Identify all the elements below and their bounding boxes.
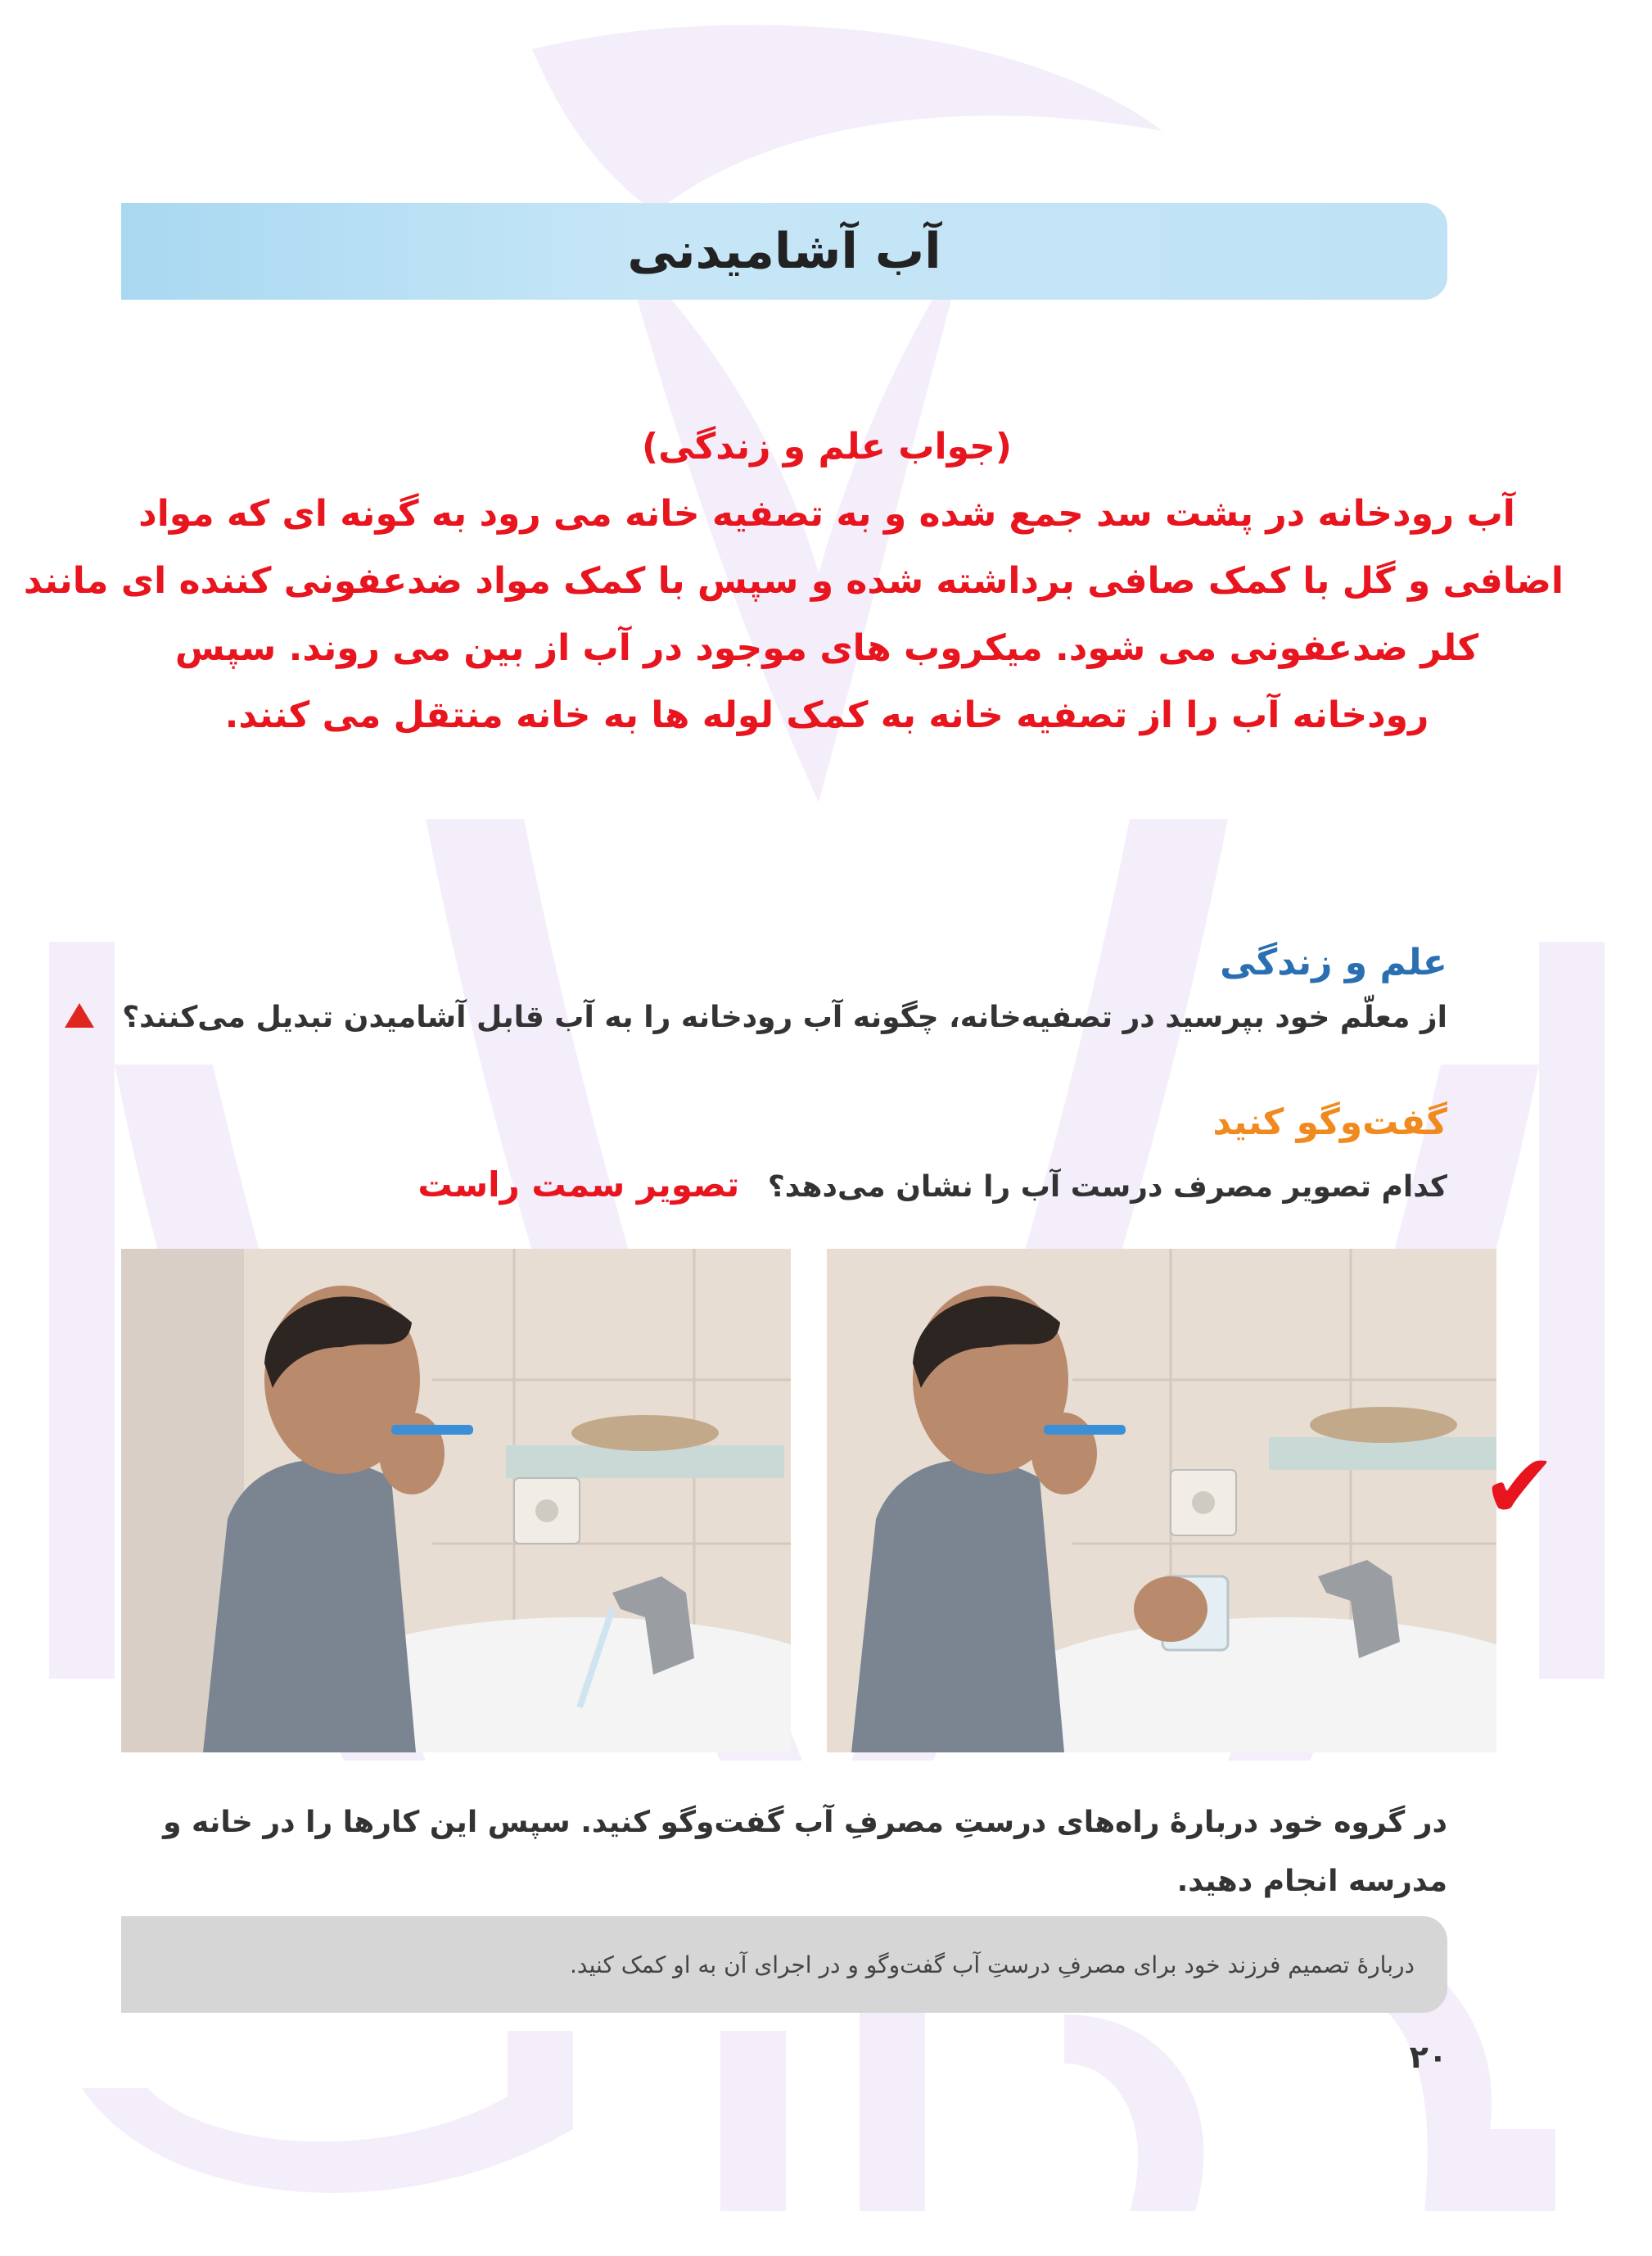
answer-line: اضافی و گل با کمک صافی برداشته شده و سپس با کمک مواد ضدعفونی کننده ای مانند [23, 560, 1564, 602]
science-section-title: علم و زندگی [1220, 942, 1447, 983]
photo-glass-use [827, 1249, 1496, 1752]
parent-note-text: دربارهٔ تصمیم فرزند خود برای مصرفِ درستِ آب گفت‌وگو و در اجرای آن به او کمک کنید. [569, 1951, 1415, 1978]
title-bar [121, 203, 1447, 300]
science-question [65, 1001, 1447, 1034]
triangle-icon [65, 1003, 94, 1028]
talk-question [418, 1164, 1447, 1205]
answer-line: کلر ضدعفونی می شود. میکروب های موجود در آب از بین می روند. سپس [174, 627, 1479, 669]
answer-line: آب رودخانه در پشت سد جمع شده و به تصفیه خانه می رود به گونه ای که مواد [138, 493, 1515, 535]
talk-section-title: گفت‌وگو کنید [1212, 1101, 1447, 1143]
page-number: ۲۰ [1409, 2039, 1447, 2075]
talk-answer: تصویر سمت راست [418, 1164, 740, 1205]
page-title: آب آشامیدنی [627, 223, 941, 280]
photo-tap-running [121, 1249, 791, 1752]
science-question-text: از معلّم خود بپرسید در تصفیه‌خانه، چگونه آب رودخانه را به آب قابل آشامیدن تبدیل می‌کنند؟ [122, 1001, 1447, 1034]
check-mark-icon: ✔ [1482, 1434, 1558, 1539]
answer-block [23, 414, 1564, 749]
parent-note-box [121, 1916, 1447, 2013]
group-instruction: در گروه خود دربارهٔ راه‌های درستِ مصرفِ آب گفت‌وگو کنید. سپس این کارها را در خانه و مدرسه انجام دهید. [163, 1806, 1447, 1898]
talk-question-text: کدام تصویر مصرف درست آب را نشان می‌دهد؟ [767, 1170, 1447, 1204]
answer-line: رودخانه آب را از تصفیه خانه به کمک لوله ها به خانه منتقل می کنند. [224, 694, 1429, 736]
answer-heading: (جواب علم و زندگی) [641, 426, 1012, 468]
